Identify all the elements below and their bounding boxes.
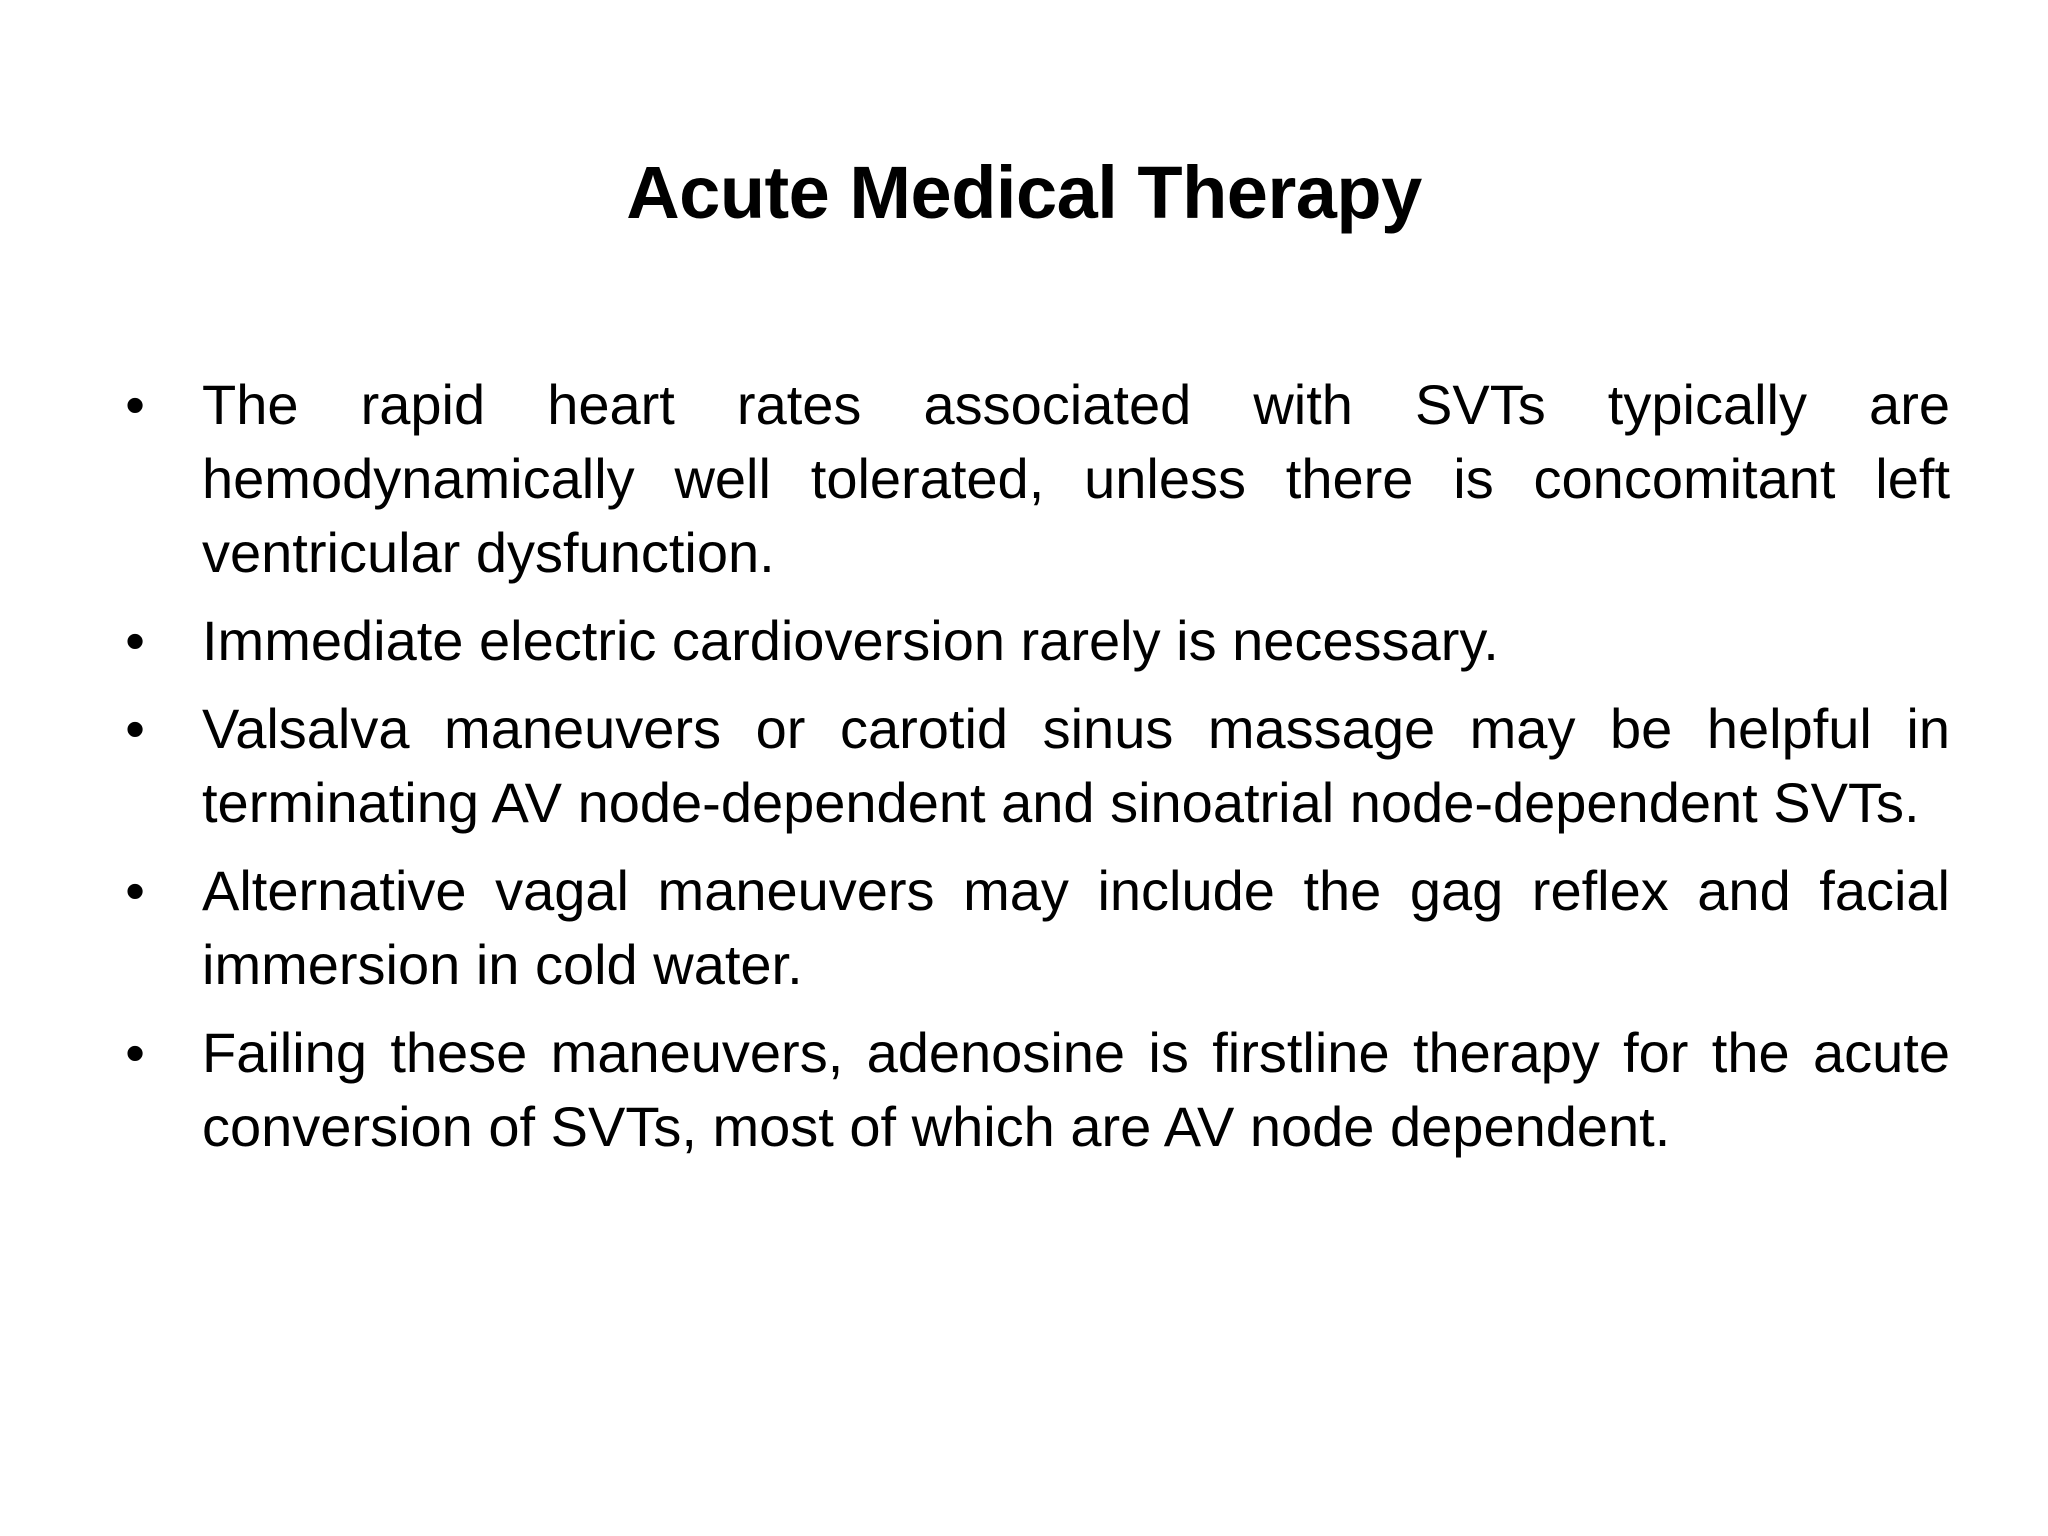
bullet-text: Valsalva maneuvers or carotid sinus massage may be helpful in terminating AV node-dependent and sinoatrial node-dependent SVTs. [202,697,1950,834]
bullet-item [120,368,1950,590]
slide-title: Acute Medical Therapy [626,151,1422,234]
bullet-item [120,604,1950,678]
bullet-icon: • [125,1021,145,1084]
bullet-item [120,1016,1950,1164]
bullet-text: Immediate electric cardioversion rarely is necessary. [202,609,1499,672]
bullet-text: Failing these maneuvers, adenosine is firstline therapy for the acute conversion of SVTs, most of which are AV node dependent. [202,1021,1950,1158]
bullet-item [120,854,1950,1002]
bullet-item [120,692,1950,840]
bullet-icon: • [125,609,145,672]
bullet-list [120,368,1950,1178]
bullet-text: The rapid heart rates associated with SVTs typically are hemodynamically well tolerated, unless there is concomitant left ventricular dysfunction. [202,373,1950,584]
bullet-icon: • [125,373,145,436]
bullet-text: Alternative vagal maneuvers may include the gag reflex and facial immersion in cold water. [202,859,1950,996]
bullet-icon: • [125,697,145,760]
bullet-icon: • [125,859,145,922]
